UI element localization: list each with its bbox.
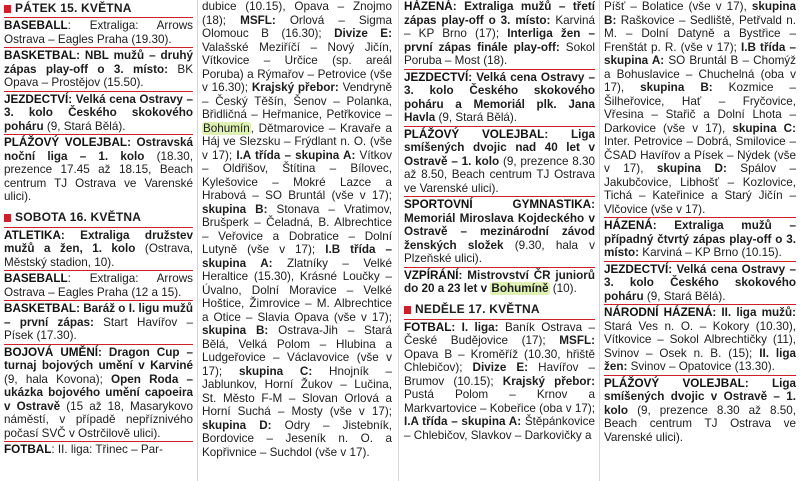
sport-name: JEZDECTVÍ <box>4 92 69 106</box>
sport-name: PLÁŽOVÝ VOLEJBAL <box>604 376 745 390</box>
listing-bojova-umeni: BOJOVÁ UMĚNÍ: Dragon Cup – turnaj bojových umění v Karviné (9, hala Kovona); Open Roda – ukázka bojového umění capoeira v Ostravě (15 až 18, Masarykovo náměstí, v případě nepříznivého počasí SVČ v Ostrčilově ulici). <box>4 345 193 440</box>
listing-jezdectvi-sat: JEZDECTVÍ: Velká cena Ostravy – 3. kolo Českého skokového poháru a Memoriál plk. Jana Havla (9, Stará Bělá). <box>404 70 595 124</box>
bullet-square-icon <box>4 5 11 13</box>
bullet-square-icon <box>404 306 411 314</box>
listing-fotbal-sat-continued: dubice (10.15), Opava – Znojmo (18); MSFL: Orlová – Sigma Olomouc B (16.30); Divize E: Valašské Meziříčí – Nový Jičín, Vítkovice – Určice (sp. areál Poruba) a Rýmařov – Petrovice (vše v 16.30); Krajský přebor: Vendryně – Český Těšín, Šenov – Polanka, Břidličná – Heřmanice, Petřkovice – Bohumín, Dětmarovice – Kravaře a Háj ve Slezsku – Frýdlant n. O. (vše v 17); I.A třída – skupina A: Vítkov – Oldřišov, Štítina – Bílovec, Kylešovice – Mokré Lazce a Hrabová – SO Bruntál (vše v 17); skupina B: Stonava – Vratimov, Brušperk – Čeladná, B. Albrechtice – Veřovice a Dobratice – Dolní Lutyně (vše v 17); I.B třída – skupina A: Zlatníky – Velké Heraltice (15.30), Krásné Loučky – Úvalno, Dolní Moravice – Velké Hoštice, Žimrovice – M. Albrechtice a Otice – Slavia Opava (vše v 17); skupina B: Ostrava-Jih – Stará Bělá, Velká Polom – Hlubina a Ludgeřovice – Václavovice (vše v 17); skupina C: Hnojník – Jablunkov, Horní Žukov – Lučina, St. Město F-M – Slovan Orlová a Horní Suchá – Mosty (vše v 17); skupina D: Odry – Jistebník, Bordovice – Jeseník n. O. a Kopřivnice – Suchdol (vše v 17). <box>202 0 392 459</box>
listing-baseball-sat: BASEBALL: Extraliga: Arrows Ostrava – Eagles Praha (12 a 15). <box>4 272 193 299</box>
sport-name: ATLETIKA <box>4 228 61 242</box>
sport-name: HÁZENÁ <box>404 0 453 13</box>
listing-basketbal-sat: BASKETBAL: Baráž o I. ligu mužů – první zápas: Start Havířov – Písek (17.30). <box>4 302 193 342</box>
sport-name: BASKETBAL <box>4 302 77 315</box>
sport-name: FOTBAL <box>4 443 52 456</box>
sport-name: FOTBAL <box>404 320 452 334</box>
listing-fotbal-sat: FOTBAL: II. liga: Třinec – Par- <box>4 441 193 457</box>
sport-name: BASEBALL <box>4 272 68 285</box>
listing-narodni-hazena: NÁRODNÍ HÁZENÁ: II. liga mužů: Stará Ves n. O. – Kokory (10.30), Vítkovice – Sokol Albrechtičky (11), Svinov – Osek n. B. (15); II. liga žen: Svinov – Opatovice (13.30). <box>604 306 796 373</box>
listing-plazovy-volejbal-sun: PLÁŽOVÝ VOLEJBAL: Liga smíšených dvojic v Ostravě – 1. kolo (9, prezence 8.30 až 8.50, Beach centrum TJ Ostrava ve Varenské ulici). <box>604 376 796 444</box>
listing-hazena-sun: HÁZENÁ: Extraliga mužů – případný čtvrtý zápas play-off o 3. místo: Karviná – KP Brno (10.15). <box>604 219 796 259</box>
listing-jezdectvi-sun: JEZDECTVÍ: Velká cena Ostravy – 3. kolo Českého skokového poháru (9, Stará Bělá). <box>604 262 796 303</box>
sport-name: HÁZENÁ <box>604 219 653 232</box>
sport-name: PLÁŽOVÝ VOLEJBAL <box>404 127 545 141</box>
day-heading-sunday: NEDĚLE 17. KVĚTNA <box>404 302 595 320</box>
listing-fotbal-sun: FOTBAL: I. liga: Baník Ostrava – České Budějovice (17); MSFL: Opava B – Kroměříž (10.30, hřiště Chlebičov); Divize E: Havířov – Brumov (10.15); Krajský přebor: Pustá Polom – Krnov a Markvartovice – Kobeřice (oba v 17); I.A třída – skupina A: Štěpánkovice – Chlebičov, Slavkov – Darkovičky a <box>404 320 595 442</box>
sport-name: PLÁŽOVÝ VOLEJBAL <box>4 136 128 149</box>
listing-basketbal-fri: BASKETBAL: NBL mužů – druhý zápas play-off o 3. místo: BK Opava – Prostějov (15.50). <box>4 49 193 89</box>
sport-name: JEZDECTVÍ <box>404 70 469 84</box>
sport-name: JEZDECTVÍ <box>604 262 669 276</box>
listing-fotbal-sun-continued: Píšť – Bolatice (vše v 17), skupina B: Raškovice – Sedliště, Petřvald n. M. – Dolní Datyně a Bystřice – Frenštát p. R. (vše v 17); I.B třída – skupina A: SO Bruntál B – Chomýž a Bohuslavice – Chuchelná (oba v 17), skupina B: Kozmice – Šilheřovice, Hať – Fryčovice, Vřesina – Stařič a Dolní Lhota – Darkovice (vše v 17), skupina C: Inter. Petrovice – Dobrá, Smilovice – ČSAD Havířov a Písek – Nýdek (vše v 17), skupina D: Spálov – Jakubčovice, Libhošť – Kozlovice, Tichá – Kateřinice a Starý Jičín – Vlčovice (vše v 17). <box>604 0 796 216</box>
listing-atletika: ATLETIKA: Extraliga družstev mužů a žen, 1. kolo (Ostrava, Městský stadion, 10). <box>4 228 193 269</box>
sport-name: VZPÍRÁNÍ <box>404 268 459 282</box>
column-4 <box>604 0 796 481</box>
highlighted-town: Bohumíně <box>491 282 549 295</box>
listing-sportovni-gymnastika: SPORTOVNÍ GYMNASTIKA: Memoriál Miroslava Kojdeckého v Ostravě – mezinárodní závod ženských složek (9.30, hala v Plzeňské ulici). <box>404 198 595 265</box>
listing-hazena-sat: HÁZENÁ: Extraliga mužů – třetí zápas play-off o 3. místo: Karviná – KP Brno (17); Interliga žen – první zápas finále play-off: Sokol Poruba – Most (18). <box>404 0 595 67</box>
day-heading-friday: PÁTEK 15. KVĚTNA <box>4 0 193 18</box>
sport-name: SPORTOVNÍ GYMNASTIKA <box>404 198 592 211</box>
column-3 <box>404 0 595 481</box>
bullet-square-icon <box>4 214 11 222</box>
column-1 <box>4 0 193 481</box>
listing-plazovy-volejbal-fri: PLÁŽOVÝ VOLEJBAL: Ostravská noční liga – 1. kolo (18.30, prezence 17.45 až 18.15, Beach centrum TJ Ostrava ve Varenské ulici). <box>4 136 193 203</box>
sport-name: BOJOVÁ UMĚNÍ <box>4 345 99 359</box>
listing-baseball-fri: BASEBALL: Extraliga: Arrows Ostrava – Eagles Praha (19.30). <box>4 19 193 46</box>
column-divider <box>599 0 600 481</box>
day-heading-saturday: SOBOTA 16. KVĚTNA <box>4 210 193 228</box>
sport-name: NÁRODNÍ HÁZENÁ <box>604 306 713 319</box>
column-divider <box>197 0 198 481</box>
sport-name: BASKETBAL <box>4 49 77 62</box>
listing-vzpirani: VZPÍRÁNÍ: Mistrovství ČR juniorů do 20 a 23 let v Bohumíně (10). <box>404 268 595 295</box>
listing-jezdectvi-fri: JEZDECTVÍ: Velká cena Ostravy – 3. kolo Českého skokového poháru (9, Stará Bělá). <box>4 92 193 133</box>
listing-plazovy-volejbal-sat: PLÁŽOVÝ VOLEJBAL: Liga smíšených dvojic nad 40 let v Ostravě – 1. kolo (9, prezence 8.30 až 8.50, Beach centrum TJ Ostrava ve Varenské ulici). <box>404 127 595 195</box>
sport-name: BASEBALL <box>4 19 68 32</box>
column-divider <box>398 0 399 481</box>
column-2 <box>202 0 392 481</box>
highlighted-town: Bohumín <box>203 121 250 135</box>
